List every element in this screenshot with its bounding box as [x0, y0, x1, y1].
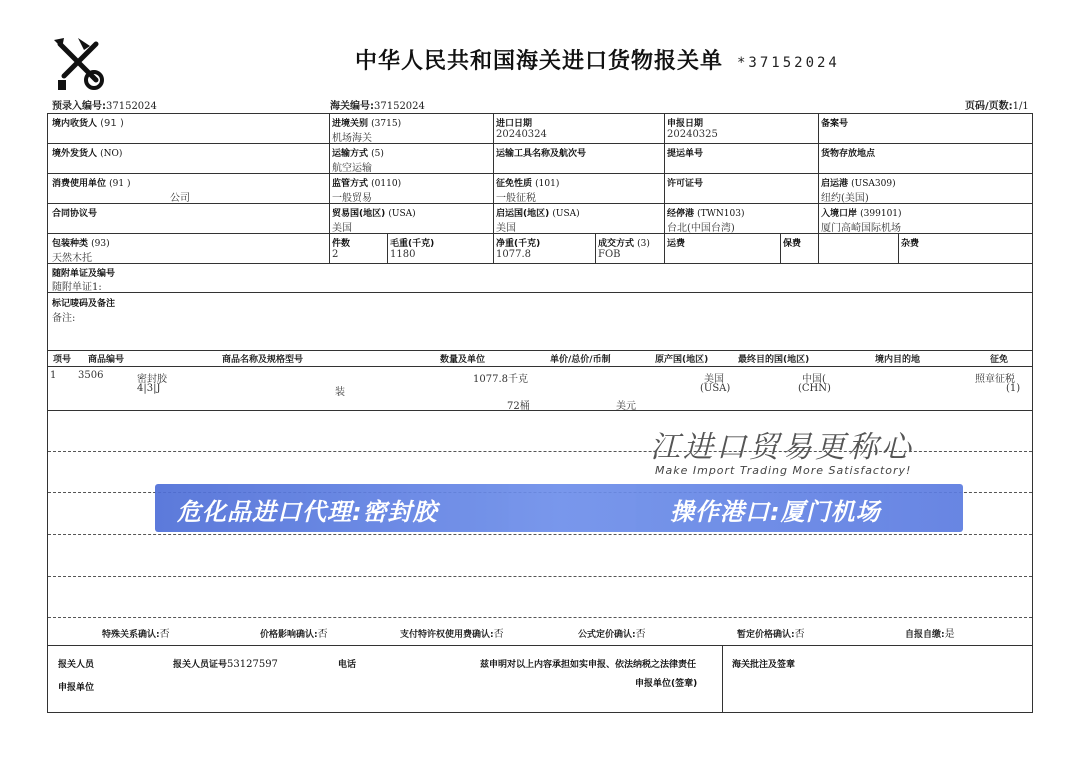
storage-location-label: 货物存放地点 [821, 149, 876, 159]
col-origin-country: 原产国(地区) [655, 355, 709, 365]
formula-price-confirm: 公式定价确认:否 [578, 629, 646, 640]
banner-left-text: 危化品进口代理:密封胶 [177, 498, 438, 526]
entry-port-value: 厦门高崎国际机场 [821, 223, 901, 234]
transport-mode-value: 航空运输 [332, 163, 372, 174]
item-name: 密封胶 [137, 374, 167, 385]
trade-country-value: 美国 [332, 223, 352, 234]
col-levy: 征免 [990, 355, 1009, 365]
packing-value: 天然木托 [52, 253, 92, 264]
departure-port-value: 纽约(美国) [821, 193, 869, 204]
col-destination-country: 最终目的国(地区) [738, 355, 810, 365]
item-code: 3506 [78, 370, 104, 381]
price-impact-confirm: 价格影响确认:否 [260, 629, 328, 640]
freight-label: 运费 [667, 239, 686, 249]
net-weight-label: 净重(千克) [496, 239, 541, 249]
item-currency: 美元 [616, 401, 636, 412]
item-origin-code: (USA) [700, 383, 731, 394]
net-weight-value: 1077.8 [496, 249, 531, 260]
self-declare-confirm: 自报自缴:是 [905, 629, 955, 640]
bill-of-lading-label: 提运单号 [667, 149, 704, 159]
origin-country-value: 美国 [496, 223, 516, 234]
license-label: 许可证号 [667, 179, 704, 189]
col-goods-name: 商品名称及规格型号 [222, 355, 304, 365]
declaration-statement: 兹申明对以上内容承担如实申报、依法纳税之法律责任 [480, 660, 697, 670]
customs-emblem-logo [50, 36, 108, 92]
col-quantity: 数量及单位 [440, 355, 486, 365]
gross-weight-label: 毛重(千克) [390, 239, 435, 249]
transit-port-value: 台北(中国台湾) [667, 223, 735, 234]
declare-date-value: 20240325 [667, 129, 718, 140]
declaring-unit-seal-label: 申报单位(签章) [635, 679, 698, 689]
deal-method-value: FOB [598, 249, 621, 260]
deal-method-label: 成交方式 (3) [598, 239, 650, 249]
transit-port-label: 经停港 (TWN103) [667, 209, 745, 219]
col-item-no: 项号 [53, 355, 72, 365]
item-quantity-2: 72桶 [507, 401, 530, 412]
entry-customs-value: 机场海关 [332, 133, 372, 144]
banner-right-text: 操作港口:厦门机场 [670, 498, 881, 526]
entry-port-label: 入境口岸 (399101) [821, 209, 902, 219]
declaring-unit-label: 申报单位 [58, 683, 95, 693]
consumer-label: 消费使用单位 (91 ) [52, 179, 131, 189]
declare-date-label: 申报日期 [667, 119, 704, 129]
item-spec: 4|3|J [137, 383, 161, 394]
item-levy: 照章征税 [975, 374, 1015, 385]
slogan-chinese: 江进口贸易更称心 [650, 430, 914, 465]
item-destination: 中国( [802, 374, 826, 385]
provisional-price-confirm: 暂定价格确认:否 [737, 629, 805, 640]
levy-nature-label: 征免性质 (101) [496, 179, 560, 189]
levy-nature-value: 一般征税 [496, 193, 536, 204]
marks-label: 标记唛码及备注 [52, 299, 116, 309]
trade-country-label: 贸易国(地区) (USA) [332, 209, 416, 219]
departure-port-label: 启运港 (USA309) [821, 179, 896, 189]
insurance-label: 保费 [783, 239, 802, 249]
item-no: 1 [50, 370, 57, 381]
item-origin: 美国 [704, 374, 724, 385]
misc-fee-label: 杂费 [901, 239, 920, 249]
consumer-value: 公司 [170, 193, 190, 204]
gross-weight-value: 1180 [390, 249, 416, 260]
shipper-label: 境外发货人 (NO) [52, 149, 123, 159]
col-hs-code: 商品编号 [88, 355, 125, 365]
pieces-value: 2 [332, 249, 339, 260]
col-price: 单价/总价/币制 [550, 355, 611, 365]
attached-docs-value: 随附单证1: [52, 282, 102, 293]
origin-country-label: 启运国(地区) (USA) [496, 209, 580, 219]
royalty-confirm: 支付特许权使用费确认:否 [400, 629, 504, 640]
customs-approval-label: 海关批注及签章 [732, 660, 796, 670]
entry-customs-label: 进境关别 (3715) [332, 119, 402, 129]
slogan-english: Make Import Trading More Satisfactory! [655, 464, 912, 477]
contract-label: 合同协议号 [52, 209, 98, 219]
promo-banner [155, 484, 963, 532]
filing-number-label: 备案号 [821, 119, 849, 129]
vessel-label: 运输工具名称及航次号 [496, 149, 587, 159]
packing-label: 包装种类 (93) [52, 239, 110, 249]
import-date-value: 20240324 [496, 129, 547, 140]
special-relation-confirm: 特殊关系确认:否 [102, 629, 170, 640]
attached-docs-label: 随附单证及编号 [52, 269, 116, 279]
consignee-label: 境内收货人 (91 ) [52, 118, 124, 129]
pieces-label: 件数 [332, 239, 351, 249]
col-domestic-destination: 境内目的地 [875, 355, 921, 365]
customs-number: 海关编号:37152024 [330, 101, 425, 112]
document-number: *37152024 [737, 55, 840, 71]
phone-label: 电话 [338, 660, 357, 670]
supervision-label: 监管方式 (0110) [332, 179, 402, 189]
item-destination-code: (CHN) [798, 383, 831, 394]
page-title: 中华人民共和国海关进口货物报关单 [355, 49, 724, 74]
item-spec-2: 装 [335, 387, 345, 398]
declarant-label: 报关人员 [58, 660, 95, 670]
import-date-label: 进口日期 [496, 119, 533, 129]
supervision-value: 一般贸易 [332, 193, 372, 204]
page-indicator: 页码/页数:1/1 [965, 101, 1029, 112]
item-levy-code: (1) [1006, 383, 1021, 394]
prerecord-number: 预录入编号:37152024 [52, 101, 157, 112]
item-quantity: 1077.8千克 [473, 374, 528, 385]
remarks-value: 备注: [52, 313, 76, 324]
transport-mode-label: 运输方式 (5) [332, 149, 384, 159]
declarant-id: 报关人员证号53127597 [173, 659, 278, 670]
